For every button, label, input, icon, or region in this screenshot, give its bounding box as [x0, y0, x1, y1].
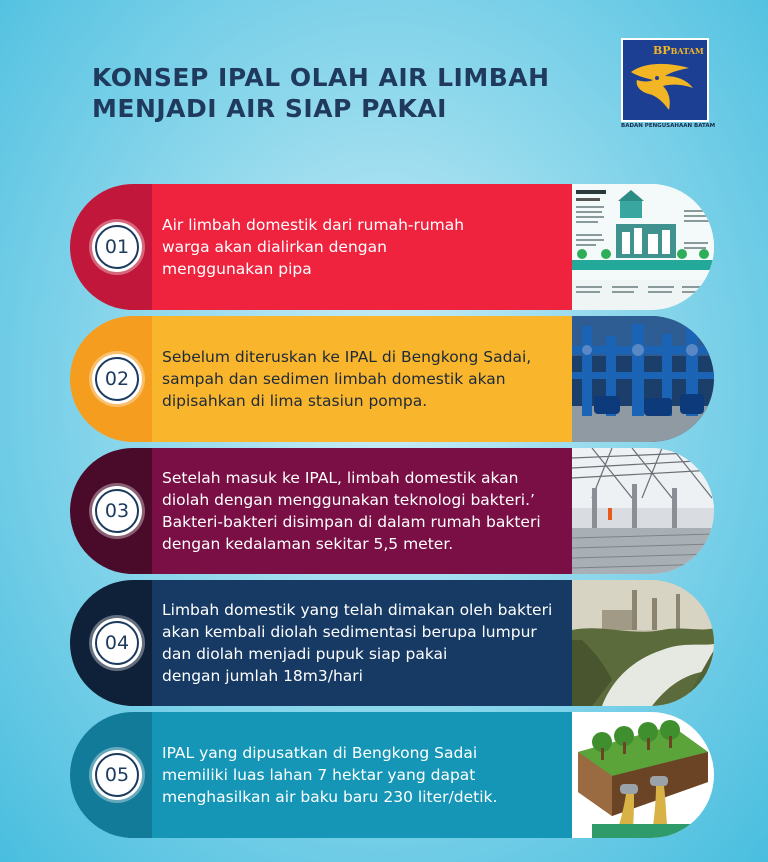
polluted-river-photo: [572, 580, 714, 706]
step-description: [162, 184, 572, 310]
step-card-02: [70, 316, 714, 442]
page-title-line-2: MENJADI AIR SIAP PAKAI: [92, 94, 447, 123]
step-number: 03: [95, 489, 139, 533]
outflow-pipes-illustration: [572, 712, 714, 838]
logo-brand-big: BP: [653, 44, 671, 57]
step-text-panel: [152, 712, 572, 838]
step-text-panel: [152, 580, 572, 706]
step-line: menghasilkan air baku baru 230 liter/detik.: [162, 788, 498, 806]
step-line: IPAL yang dipusatkan di Bengkong Sadai: [162, 744, 478, 762]
eagle-icon: [627, 54, 707, 118]
step-text-panel: [152, 316, 572, 442]
step-line: dipisahkan di lima stasiun pompa.: [162, 392, 428, 410]
logo-caption: BADAN PENGUSAHAAN BATAM: [621, 123, 716, 129]
step-line: diolah dengan menggunakan teknologi bakteri.’: [162, 491, 535, 509]
page-title: [92, 62, 562, 124]
step-card-01: [70, 184, 714, 310]
treatment-plant-photo: [572, 448, 714, 574]
infographic-diagram-image: [572, 184, 714, 310]
step-number-badge: [92, 486, 142, 536]
step-line: menggunakan pipa: [162, 260, 312, 278]
step-description: [162, 712, 572, 838]
step-card-05: [70, 712, 714, 838]
pump-station-photo: [572, 316, 714, 442]
step-line: dengan jumlah 18m3/hari: [162, 667, 363, 685]
step-line: Limbah domestik yang telah dimakan oleh bakteri: [162, 601, 553, 619]
step-card-03: [70, 448, 714, 574]
step-line: warga akan dialirkan dengan: [162, 238, 387, 256]
page-title-line-1: KONSEP IPAL OLAH AIR LIMBAH: [92, 63, 550, 92]
step-line: dan diolah menjadi pupuk siap pakai: [162, 645, 448, 663]
step-number-badge: [92, 222, 142, 272]
step-line: sampah dan sedimen limbah domestik akan: [162, 370, 506, 388]
step-number-badge: [92, 354, 142, 404]
step-number: 04: [95, 621, 139, 665]
step-description: [162, 580, 572, 706]
step-line: memiliki luas lahan 7 hektar yang dapat: [162, 766, 476, 784]
step-description: [162, 316, 572, 442]
step-text-panel: [152, 448, 572, 574]
step-line: Bakteri-bakteri disimpan di dalam rumah bakteri: [162, 513, 541, 531]
step-line: Setelah masuk ke IPAL, limbah domestik akan: [162, 469, 519, 487]
bp-batam-logo: [621, 38, 709, 122]
step-number-badge: [92, 750, 142, 800]
step-line: akan kembali diolah sedimentasi berupa lumpur: [162, 623, 537, 641]
step-number: 01: [95, 225, 139, 269]
step-description: [162, 448, 572, 574]
logo-brand-small: BATAM: [670, 46, 704, 56]
step-line: Sebelum diteruskan ke IPAL di Bengkong Sadai,: [162, 348, 532, 366]
step-number-badge: [92, 618, 142, 668]
step-card-04: [70, 580, 714, 706]
step-line: dengan kedalaman sekitar 5,5 meter.: [162, 535, 454, 553]
step-line: Air limbah domestik dari rumah-rumah: [162, 216, 465, 234]
step-number: 05: [95, 753, 139, 797]
step-text-panel: [152, 184, 572, 310]
step-number: 02: [95, 357, 139, 401]
